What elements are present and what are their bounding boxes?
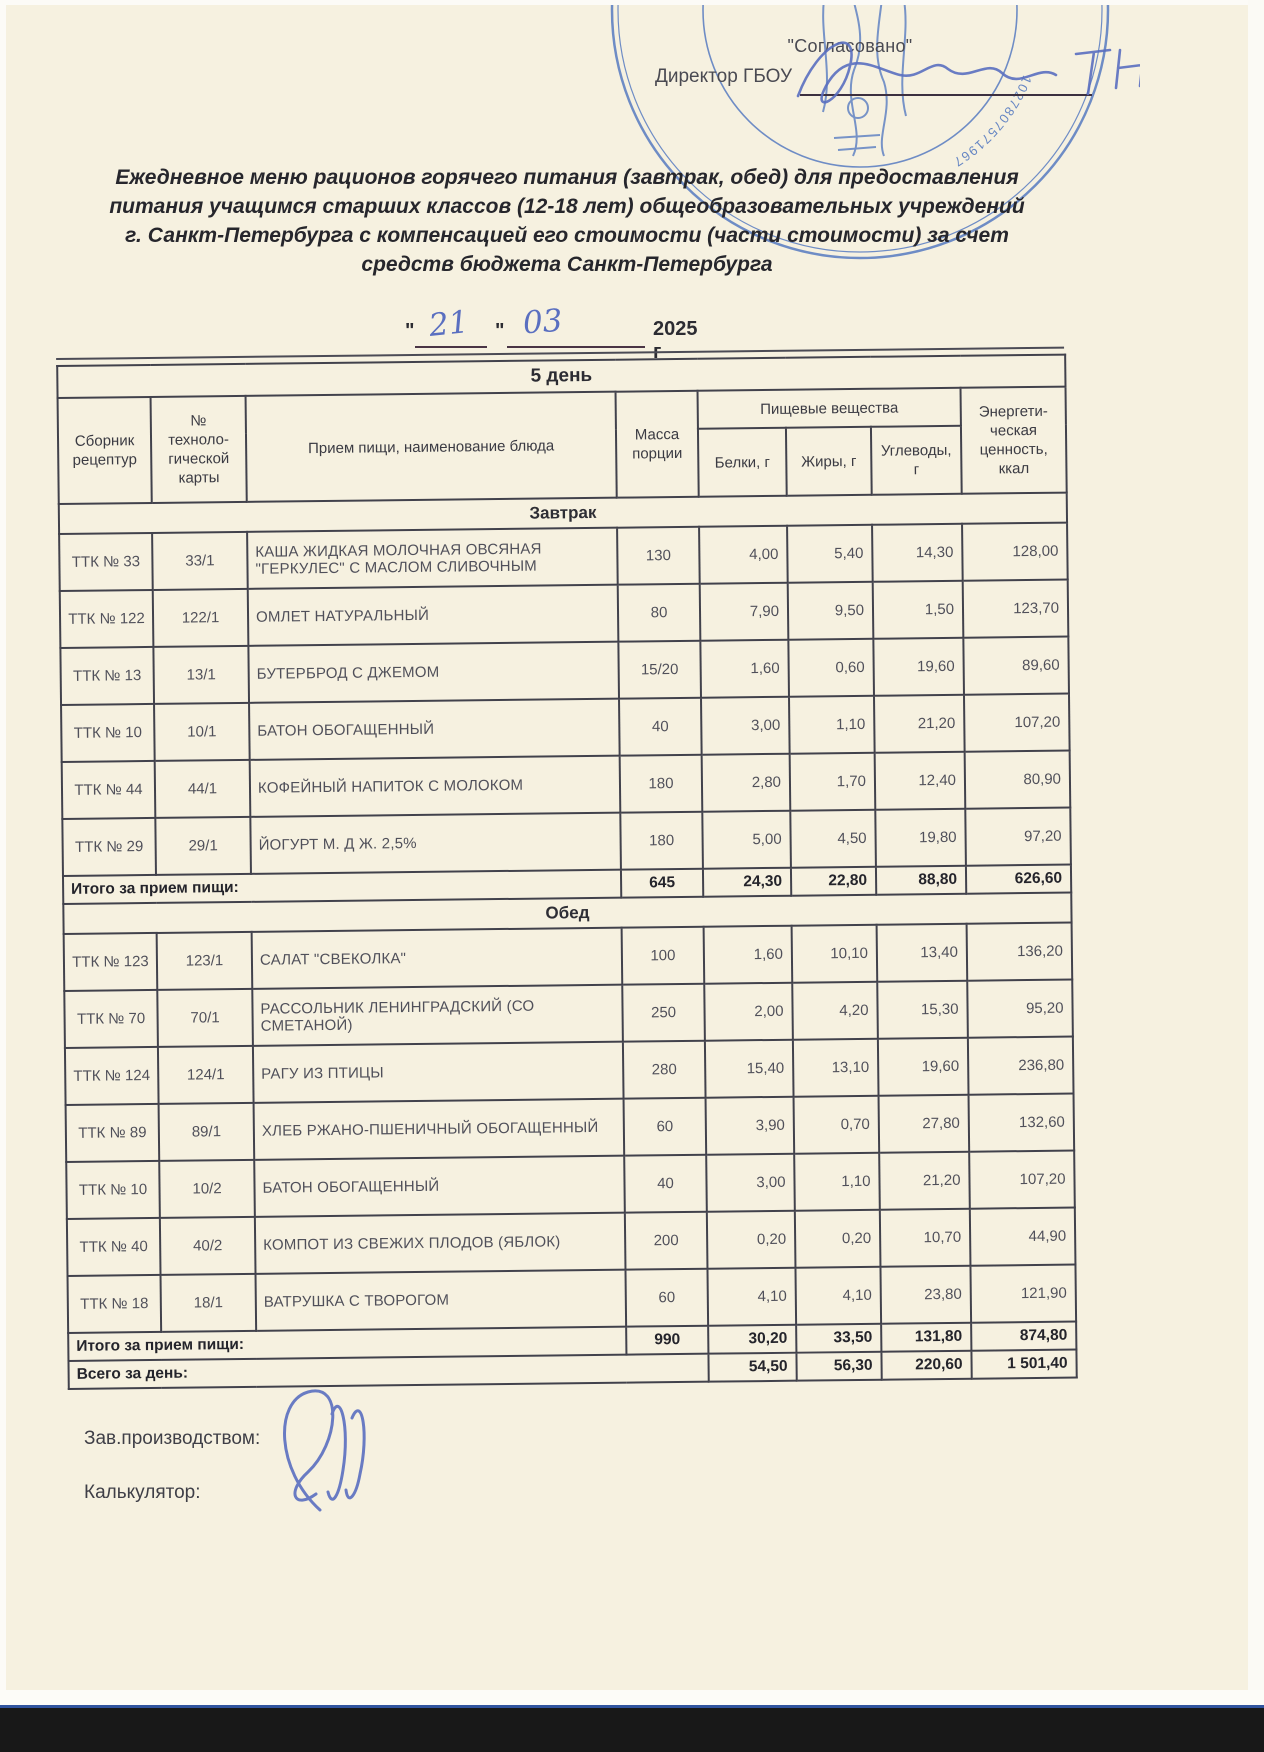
protein-value: 2,00 (704, 983, 793, 1041)
scan-edge-top (0, 0, 1264, 5)
agreed-label: "Согласовано" (787, 36, 913, 56)
total-carbs: 131,80 (881, 1323, 971, 1352)
energy-value: 107,20 (969, 1151, 1075, 1209)
scan-strip-white (0, 1690, 1264, 1708)
fat-value: 1,70 (790, 753, 876, 811)
recipe-ref: ТТК № 70 (64, 990, 158, 1048)
fat-value: 0,20 (795, 1210, 881, 1268)
recipe-ref: ТТК № 10 (66, 1161, 160, 1219)
recipe-ref: ТТК № 13 (60, 647, 154, 705)
portion-mass: 250 (622, 984, 705, 1042)
title-line-4: средств бюджета Санкт-Петербурга (361, 253, 773, 276)
meal-section-title: Завтрак (59, 493, 1067, 534)
dish-name: РАГУ ИЗ ПТИЦЫ (253, 1042, 624, 1103)
col-recipe-book: Сборник рецептур (58, 397, 152, 504)
recipe-ref: ТТК № 89 (66, 1104, 160, 1162)
dish-name: САЛАТ "СВЕКОЛКА" (252, 928, 623, 989)
total-energy: 874,80 (971, 1322, 1076, 1351)
energy-value: 95,20 (967, 980, 1073, 1038)
fat-value: 1,10 (789, 696, 875, 754)
tech-card-number: 123/1 (157, 932, 253, 990)
protein-value: 15,40 (705, 1040, 794, 1098)
tech-card-number: 122/1 (153, 589, 249, 647)
carbs-value: 10,70 (880, 1209, 971, 1267)
fat-value: 4,20 (792, 982, 878, 1040)
col-protein: Белки, г (698, 428, 787, 497)
document-title (52, 163, 1082, 279)
date-close-quote: " (495, 320, 505, 342)
fat-value: 5,40 (787, 525, 873, 583)
tech-card-number: 33/1 (152, 532, 248, 590)
tech-card-number: 10/2 (159, 1160, 255, 1218)
scan-edge-left (0, 0, 6, 1752)
director-signature (780, 18, 1140, 128)
energy-value: 236,80 (968, 1037, 1074, 1095)
tech-card-number: 89/1 (159, 1103, 255, 1161)
carbs-value: 19,60 (878, 1038, 969, 1096)
tech-card-number: 13/1 (153, 646, 249, 704)
dish-name: КОФЕЙНЫЙ НАПИТОК С МОЛОКОМ (250, 756, 621, 817)
total-protein: 24,30 (703, 868, 791, 897)
energy-value: 132,60 (969, 1094, 1075, 1152)
date-open-quote: " (405, 320, 415, 342)
carbs-value: 13,40 (877, 924, 968, 982)
carbs-value: 27,80 (879, 1095, 970, 1153)
protein-value: 1,60 (700, 640, 789, 698)
energy-value: 123,70 (963, 580, 1069, 638)
protein-value: 2,80 (702, 754, 791, 812)
portion-mass: 280 (623, 1041, 706, 1099)
carbs-value: 12,40 (875, 752, 966, 810)
recipe-ref: ТТК № 33 (59, 533, 153, 591)
portion-mass: 60 (624, 1098, 707, 1156)
fat-value: 0,60 (788, 639, 874, 697)
fat-value: 9,50 (788, 582, 874, 640)
recipe-ref: ТТК № 44 (62, 761, 156, 819)
portion-mass: 40 (619, 698, 702, 756)
day-total-label: Всего за день: (68, 1354, 708, 1389)
carbs-value: 19,60 (873, 638, 964, 696)
menu-table-wrap (56, 354, 1076, 1390)
handwritten-month: 03 (521, 302, 564, 342)
portion-mass: 100 (622, 927, 705, 985)
protein-value: 3,00 (706, 1154, 795, 1212)
recipe-ref: ТТК № 10 (61, 704, 155, 762)
energy-value: 44,90 (970, 1208, 1076, 1266)
energy-value: 107,20 (964, 694, 1070, 752)
stamp-reg-number: 1027807571967 (950, 73, 1035, 171)
scan-edge-right (1248, 0, 1264, 1752)
dish-name: КАША ЖИДКАЯ МОЛОЧНАЯ ОВСЯНАЯ "ГЕРКУЛЕС" С МАСЛОМ СЛИВОЧНЫМ (247, 528, 618, 589)
title-line-3: г. Санкт-Петербурга с компенсацией его стоимости (части стоимости) за счет (125, 224, 1009, 247)
tech-card-number: 10/1 (154, 703, 250, 761)
energy-value: 136,20 (967, 923, 1073, 981)
col-energy: Энергети- ческая ценность, ккал (961, 387, 1067, 494)
menu-table (56, 354, 1078, 1390)
director-label: Директор ГБОУ (655, 66, 793, 87)
tech-card-number: 44/1 (155, 760, 251, 818)
recipe-ref: ТТК № 29 (62, 818, 156, 876)
fat-value: 1,10 (794, 1153, 880, 1211)
meal-total-label: Итого за прием пищи: (63, 870, 621, 904)
total-carbs: 88,80 (876, 866, 966, 895)
energy-value: 121,90 (970, 1265, 1076, 1323)
day-total-fat: 56,30 (796, 1352, 881, 1381)
col-dish-name: Прием пищи, наименование блюда (246, 392, 617, 502)
tech-card-number: 70/1 (157, 989, 253, 1047)
dish-name: БАТОН ОБОГАЩЕННЫЙ (249, 699, 620, 760)
day-total-energy: 1 501,40 (971, 1350, 1076, 1379)
title-line-1: Ежедневное меню рационов горячего питания (завтрак, обед) для предоставления (115, 166, 1019, 189)
col-tech-card: № техноло- гической карты (151, 396, 247, 503)
portion-mass: 180 (620, 755, 703, 813)
dish-name: БАТОН ОБОГАЩЕННЫЙ (254, 1156, 625, 1217)
carbs-value: 14,30 (872, 524, 963, 582)
dish-name: РАССОЛЬНИК ЛЕНИНГРАДСКИЙ (СО СМЕТАНОЙ) (252, 985, 623, 1046)
protein-value: 1,60 (704, 926, 793, 984)
production-manager-label: Зав.производством: (84, 1428, 261, 1449)
portion-mass: 180 (620, 812, 703, 870)
title-line-2: питания учащимся старших классов (12-18 лет) общеобразовательных учреждений (109, 195, 1025, 218)
day-total-carbs: 220,60 (881, 1351, 971, 1380)
carbs-value: 15,30 (877, 981, 968, 1039)
portion-mass: 80 (618, 584, 701, 642)
dish-name: ЙОГУРТ М. Д Ж. 2,5% (250, 813, 621, 874)
protein-value: 4,00 (699, 526, 788, 584)
recipe-ref: ТТК № 124 (65, 1047, 159, 1105)
col-fat: Жиры, г (786, 427, 872, 496)
portion-mass: 40 (624, 1155, 707, 1213)
tech-card-number: 29/1 (155, 817, 251, 875)
production-manager-signature (248, 1372, 378, 1522)
protein-value: 3,90 (706, 1097, 795, 1155)
fat-value: 4,10 (795, 1267, 881, 1325)
fat-value: 4,50 (790, 810, 876, 868)
day-header: 5 день (57, 355, 1065, 398)
recipe-ref: ТТК № 40 (67, 1218, 161, 1276)
dish-name: ХЛЕБ РЖАНО-ПШЕНИЧНЫЙ ОБОГАЩЕННЫЙ (254, 1099, 625, 1160)
recipe-ref: ТТК № 18 (68, 1275, 162, 1333)
total-mass: 990 (626, 1326, 708, 1355)
carbs-value: 21,20 (874, 695, 965, 753)
date-year: 2025 г (653, 318, 698, 363)
energy-value: 80,90 (965, 751, 1071, 809)
total-mass: 645 (621, 869, 703, 898)
fat-value: 10,10 (792, 925, 878, 983)
dish-name: БУТЕРБРОД С ДЖЕМОМ (248, 642, 619, 703)
recipe-ref: ТТК № 122 (60, 590, 154, 648)
carbs-value: 19,80 (875, 809, 966, 867)
protein-value: 0,20 (707, 1211, 796, 1269)
meal-total-label: Итого за прием пищи: (68, 1327, 626, 1361)
total-protein: 30,20 (708, 1325, 796, 1354)
col-carbs: Углеводы, г (871, 426, 962, 495)
dish-name: КОМПОТ ИЗ СВЕЖИХ ПЛОДОВ (ЯБЛОК) (255, 1213, 626, 1274)
scan-bar-black (0, 1708, 1264, 1752)
protein-value: 5,00 (702, 811, 791, 869)
day-total-protein: 54,50 (708, 1353, 796, 1382)
calculator-label: Калькулятор: (84, 1482, 201, 1503)
portion-mass: 15/20 (618, 641, 701, 699)
tech-card-number: 40/2 (160, 1217, 256, 1275)
protein-value: 4,10 (707, 1268, 796, 1326)
dish-name: ВАТРУШКА С ТВОРОГОМ (256, 1270, 627, 1331)
fat-value: 13,10 (793, 1039, 879, 1097)
total-fat: 22,80 (791, 867, 876, 896)
carbs-value: 21,20 (879, 1152, 970, 1210)
energy-value: 89,60 (963, 637, 1069, 695)
dish-name: ОМЛЕТ НАТУРАЛЬНЫЙ (248, 585, 619, 646)
fat-value: 0,70 (794, 1096, 880, 1154)
energy-value: 128,00 (962, 523, 1068, 581)
protein-value: 7,90 (700, 583, 789, 641)
total-fat: 33,50 (796, 1324, 881, 1353)
portion-mass: 60 (625, 1269, 708, 1327)
carbs-value: 1,50 (873, 581, 964, 639)
protein-value: 3,00 (701, 697, 790, 755)
col-nutrients-group: Пищевые вещества (698, 388, 961, 429)
tech-card-number: 124/1 (158, 1046, 254, 1104)
handwritten-day: 21 (427, 304, 471, 344)
portion-mass: 130 (617, 527, 700, 585)
meal-section-title: Обед (63, 893, 1071, 934)
total-energy: 626,60 (966, 865, 1071, 894)
carbs-value: 23,80 (880, 1266, 971, 1324)
energy-value: 97,20 (965, 808, 1071, 866)
tech-card-number: 18/1 (161, 1274, 257, 1332)
col-portion-mass: Масса порции (616, 391, 699, 498)
recipe-ref: ТТК № 123 (64, 933, 158, 991)
portion-mass: 200 (625, 1212, 708, 1270)
